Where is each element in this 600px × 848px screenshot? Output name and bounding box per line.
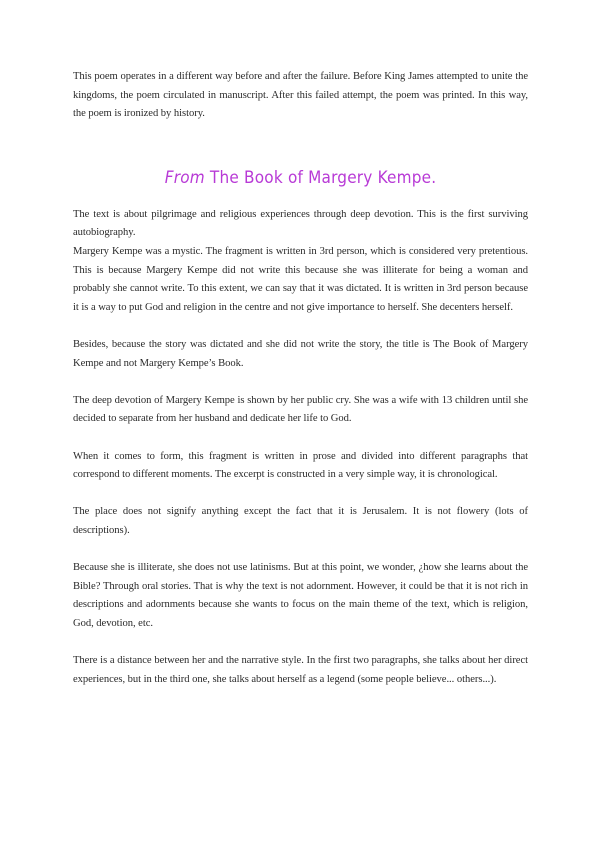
paragraph-place: The place does not signify anything except the fact that it is Jerusalem. It is not flowery (lots of descriptions). [73,506,528,536]
paragraph-illiterate: Because she is illiterate, she does not use latinisms. But at this point, we wonder, ¿how she learns about the Bible? Through oral stories. That is why the text is not adornment. However, it could be that it is not rich in descriptions and adornments because she wants to focus on the main theme of the text, which is religion, God, devotion, etc. [73,562,528,629]
section-heading [73,168,528,204]
paragraph-topic: The text is about pilgrimage and religious experiences through deep devotion. This is the first surviving autobiography. [73,208,528,239]
paragraph-devotion: The deep devotion of Margery Kempe is shown by her public cry. She was a wife with 13 children until she decided to separate from her husband and dedicate her life to God. [73,394,528,425]
paragraph-form: When it comes to form, this fragment is written in prose and divided into different paragraphs that correspond to different moments. The excerpt is constructed in a very simple way, it is chronological. [73,450,528,481]
paragraph-title: Besides, because the story was dictated and she did not write the story, the title is The Book of Margery Kempe and not Margery Kempe’s Book. [73,338,528,369]
paragraph-mystic: Margery Kempe was a mystic. The fragment is written in 3rd person, which is considered very pretentious. This is because Margery Kempe did not write this because she was illiterate for being a woman and probably she cannot write. To this extent, we can say that it was dictated. It is written in 3rd person because it is a way to put God and religion in the centre and not give importance to herself. She decenters herself. [73,245,528,313]
document-page [73,68,528,689]
paragraph-distance: There is a distance between her and the narrative style. In the first two paragraphs, she talks about her direct experiences, but in the third one, she talks about herself as a legend (some people believe... others...). [73,655,528,685]
heading-title: The Book of Margery Kempe. [209,167,437,188]
heading-prefix: From [164,167,205,188]
intro-paragraph: This poem operates in a different way before and after the failure. Before King James attempted to unite the kingdoms, the poem circulated in manuscript. After this failed attempt, the poem was printed. In this way, the poem is ironized by history. [73,71,528,120]
